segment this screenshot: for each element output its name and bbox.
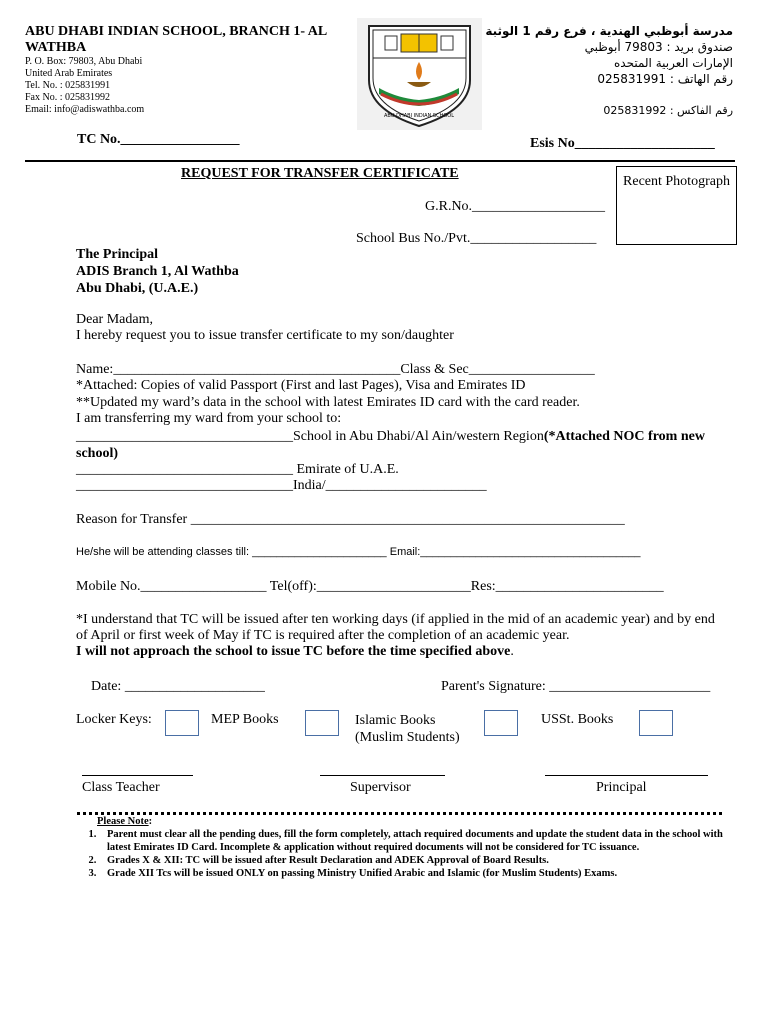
locker-keys-label: Locker Keys: [76,712,152,727]
parent-signature-field[interactable]: Parent's Signature: _______________________ [441,679,711,694]
locker-keys-checkbox[interactable] [165,710,199,736]
addressee: The Principal ADIS Branch 1, Al Wathba Abu Dhabi, (U.A.E.) [76,247,239,296]
mep-books-checkbox[interactable] [305,710,339,736]
arabic-po-box: صندوق بريد : 79803 أبوظبي [584,40,733,54]
emirate-field[interactable]: _______________________________ Emirate of U.A.E. [76,462,399,477]
note-item: 2. Grades X & XII: TC will be issued after Result Declaration and ADEK Approval of Board Results. [99,854,727,867]
principal-label: Principal [596,780,647,795]
class-teacher-label: Class Teacher [82,780,160,795]
supervisor-signature-line[interactable] [320,775,445,776]
islamic-books-label: Islamic Books (Muslim Students) [355,713,460,745]
attached-note: *Attached: Copies of valid Passport (First and last Pages), Visa and Emirates ID [76,378,526,393]
noc-note: (*Attached NOC from new school) [76,429,705,461]
islamic-books-checkbox[interactable] [484,710,518,736]
photo-box[interactable]: Recent Photograph [616,166,737,245]
request-text: I hereby request you to issue transfer certificate to my son/daughter [76,328,454,343]
arabic-country: الإمارات العربية المتحده [614,56,733,70]
class-teacher-signature-line[interactable] [82,775,193,776]
school-logo [357,18,482,130]
header-divider [25,160,735,162]
svg-text:ABU DHABI INDIAN SCHOOL: ABU DHABI INDIAN SCHOOL [384,113,454,119]
reason-field[interactable]: Reason for Transfer ______________________________________________________________ [76,512,625,527]
note-item: 1. Parent must clear all the pending dues, fill the form completely, attach required documents and update the student data in the school with latest Emirates ID Card. Incomplete & application without required documents will not be considered for TC issuance. [99,828,727,854]
new-school-field[interactable]: _______________________________School in Abu Dhabi/Al Ain/western Region(*Attached NOC from new school) [76,429,705,461]
form-title: REQUEST FOR TRANSFER CERTIFICATE [181,166,459,181]
updated-note: **Updated my ward’s data in the school with latest Emirates ID card with the card reader. [76,395,580,410]
esis-no-field[interactable]: Esis No____________________ [530,136,715,151]
arabic-school-name: مدرسة أبوظبي الهندية ، فرع رقم 1 الوثبة [485,24,733,38]
usst-books-label: USSt. Books [541,712,614,727]
mep-books-label: MEP Books [211,712,279,727]
gr-no-field[interactable]: G.R.No.___________________ [425,199,606,214]
principal-signature-line[interactable] [545,775,708,776]
transferring-text: I am transferring my ward from your school to: [76,411,342,426]
note-heading: Please Note [97,816,149,827]
arabic-tel: رقم الهاتف : 025831991 [597,72,733,86]
school-address: P. O. Box: 79803, Abu Dhabi United Arab Emirates Tel. No. : 025831991 Fax No. : 025831992 Email: info@adiswathba.com [25,56,145,115]
attending-email-field[interactable]: He/she will be attending classes till: ______________________ Email:____________________________________ [76,546,641,558]
supervisor-label: Supervisor [350,780,411,795]
note-item: 3. Grade XII Tcs will be issued ONLY on passing Ministry Unified Arabic and Islamic (for Muslim Students) Exams. [99,867,727,880]
salutation: Dear Madam, [76,312,153,327]
usst-books-checkbox[interactable] [639,710,673,736]
tc-no-field[interactable]: TC No._________________ [77,132,240,147]
please-note: Please Note: 1. Parent must clear all the pending dues, fill the form completely, attach required documents and update the student data in the school with latest Emirates ID Card. Incomplete & application without required documents will not be considered for TC issuance. 2. Grades X & XII: TC will be issued after Result Declaration and ADEK Approval of Board Results. 3. Grade XII Tcs will be issued ONLY on passing Ministry Unified Arabic and Islamic (for Muslim Students) Exams. [97,815,727,880]
understanding-text: *I understand that TC will be issued after ten working days (if applied in the mid of an academic year) and by end of April or first week of May if TC is required after the completion of an academic year. I will not approach the school to issue TC before the time specified above. [76,612,715,659]
mobile-tel-field[interactable]: Mobile No.__________________ Tel(off):______________________Res:________________________ [76,579,664,594]
arabic-fax: رقم الفاكس : 025831992 [603,104,733,117]
name-class-field[interactable]: Name:_________________________________________Class & Sec__________________ [76,362,595,377]
bus-no-field[interactable]: School Bus No./Pvt.__________________ [356,231,597,246]
school-name: ABU DHABI INDIAN SCHOOL, BRANCH 1- AL WATHBA [25,24,327,55]
date-field[interactable]: Date: ____________________ [91,679,265,694]
will-not-approach: I will not approach the school to issue TC before the time specified above [76,644,511,659]
india-field[interactable]: _______________________________India/_______________________ [76,478,487,493]
